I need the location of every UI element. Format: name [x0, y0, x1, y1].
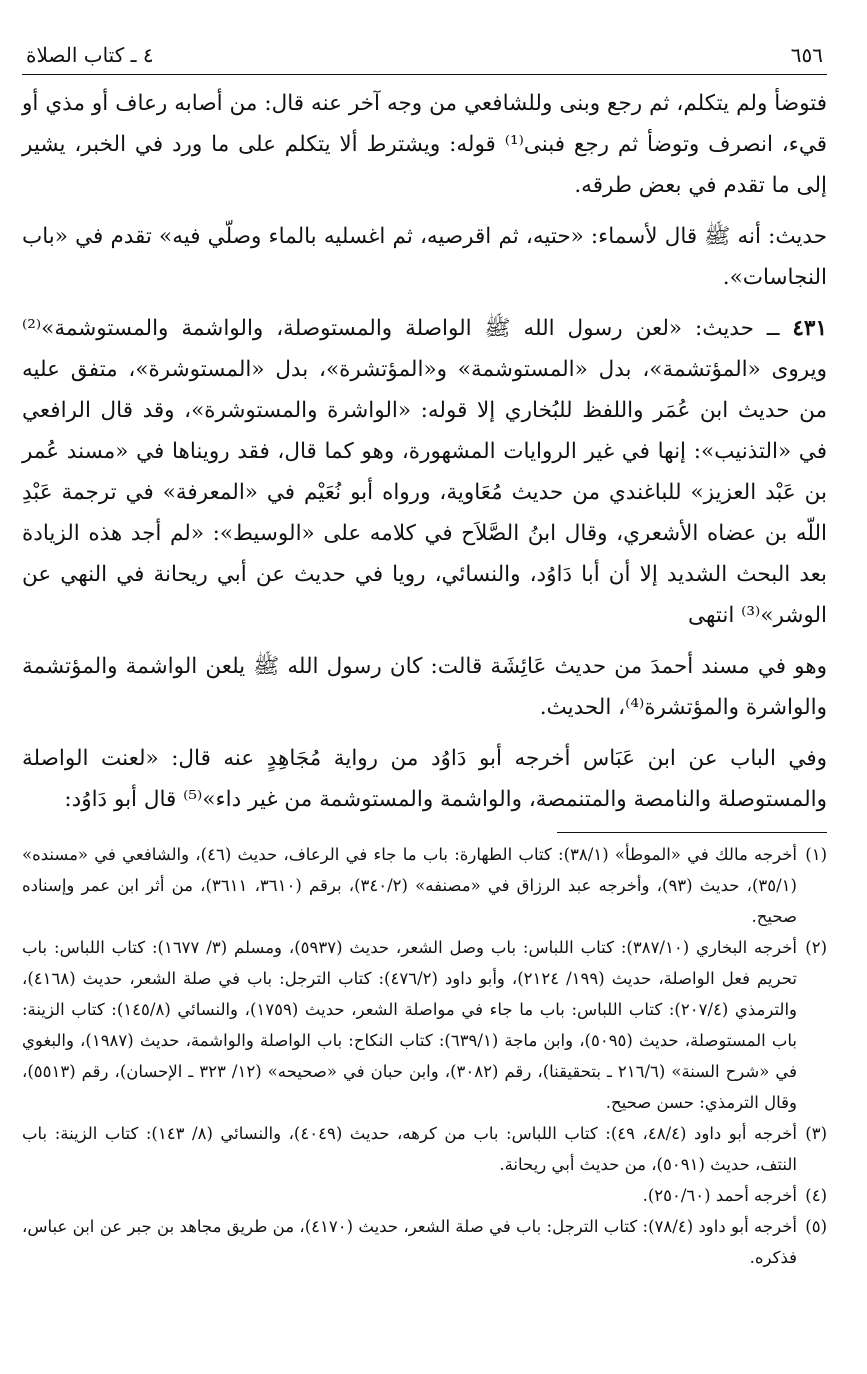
footnote	[22, 932, 827, 1118]
paragraph-5: وفي الباب عن ابن عَبَاس أخرجه أبو دَاوُد من رواية مُجَاهِدٍ عنه قال: «لعنت الواصلة والمستوصلة والنامصة والمتنمصة، والواشمة والمستوشمة من غير داء»⁽⁵⁾ قال أبو دَاوُد:	[22, 746, 827, 812]
footnote-number: (٥)	[805, 1217, 827, 1236]
paragraph-3-text: ــ حديث: «لعن رسول الله ﷺ الواصلة والمستوصلة، والواشمة والمستوشمة»⁽²⁾ ويروى «المؤتشمة»، بدل «المستوشمة» و«المؤتشرة»، بدل «المستوشرة»، متفق عليه من حديث ابن عُمَر واللفظ للبُخاري إلا قوله: «الواشرة والمستوشرة»، وقد قال الرافعي في «التذنيب»: إنها في غير الروايات المشهورة، وهو كما قال، فقد رويناها في «مسند عُمر بن عَبْد العزيز» للباغندي من حديث مُعَاوية، ورواه أبو نُعَيْم في «المعرفة» في ترجمة عَبْدِ اللّه بن عضاه الأشعري، وقال ابنُ الصَّلاَح في كلامه على «الوسيط»: «لم أجد هذه الزيادة بعد البحث الشديد إلا أن أبا دَاوُد، والنسائي، رويا في حديث عن أبي ريحانة في النهي عن الوشر»⁽³⁾ انتهى	[22, 316, 827, 628]
footnote	[22, 1211, 827, 1273]
footnote	[22, 1180, 827, 1211]
hadith-number: ٤٣١	[792, 316, 827, 341]
footnote	[22, 1118, 827, 1180]
chapter-title: ٤ ـ كتاب الصلاة	[26, 43, 154, 67]
footnotes	[22, 839, 827, 1273]
running-header	[22, 42, 827, 75]
paragraph-4: وهو في مسند أحمدَ من حديث عَائِشَة قالت: كان رسول الله ﷺ يلعن الواشمة والمؤتشمة والواشرة والمؤتشرة⁽⁴⁾، الحديث.	[22, 654, 827, 720]
footnote-text: أخرجه البخاري (٣٨٧/١٠): كتاب اللباس: باب وصل الشعر، حديث (٥٩٣٧)، ومسلم (٣/ ١٦٧٧): كتاب اللباس: باب تحريم فعل الواصلة، حديث (١٩٩/ ٢١٢٤)، وأبو داود (٤٧٦/٢): كتاب الترجل: باب في صلة الشعر، حديث (٤١٦٨)، والترمذي (٢٠٧/٤): كتاب اللباس: باب ما جاء في مواصلة الشعر، حديث (١٧٥٩)، والنسائي (١٤٥/٨): كتاب الزينة: باب المستوصلة، حديث (٥٠٩٥)، وابن ماجة (٦٣٩/١): كتاب النكاح: باب الواصلة والواشمة، حديث (١٩٨٧)، والبغوي في «شرح السنة» (٢١٦/٦ ـ بتحقيقنا)، رقم (٣٠٨٢)، وابن حبان في «صحيحه» (١٢/ ٣٢٣ ـ الإحسان)، رقم (٥٥١٣)، وقال الترمذي: حسن صحيح.	[22, 938, 797, 1112]
paragraph-2: حديث: أنه ﷺ قال لأسماء: «حتيه، ثم اقرصيه، ثم اغسليه بالماء وصلّي فيه» تقدم في «باب النجاسات».	[22, 224, 827, 290]
footnote-separator	[557, 832, 827, 833]
footnote-number: (٤)	[805, 1186, 827, 1205]
paragraph-3	[22, 308, 827, 636]
footnote-number: (١)	[805, 845, 827, 864]
main-text	[22, 83, 827, 820]
paragraph-1: فتوضأ ولم يتكلم، ثم رجع وبنى وللشافعي من وجه آخر عنه قال: من أصابه رعاف أو مذي أو قيء، انصرف وتوضأ ثم رجع فبنى⁽¹⁾ قوله: ويشترط ألا يتكلم على ما ورد في الخبر، يشير إلى ما تقدم في بعض طرقه.	[22, 91, 828, 198]
footnote-text: أخرجه أبو داود (٧٨/٤): كتاب الترجل: باب في صلة الشعر، حديث (٤١٧٠)، من طريق مجاهد بن جبر عن ابن عباس، فذكره.	[22, 1217, 797, 1267]
footnote-text: أخرجه أحمد (٢٥٠/٦٠).	[642, 1186, 797, 1205]
footnote-text: أخرجه أبو داود (٤٨/٤، ٤٩): كتاب اللباس: باب من كرهه، حديث (٤٠٤٩)، والنسائي (٨/ ١٤٣): كتاب الزينة: باب النتف، حديث (٥٠٩١)، من حديث أبي ريحانة.	[22, 1124, 797, 1174]
footnote	[22, 839, 827, 932]
footnote-text: أخرجه مالك في «الموطأ» (٣٨/١): كتاب الطهارة: باب ما جاء في الرعاف، حديث (٤٦)، والشافعي في «مسنده» (٣٥/١)، حديث (٩٣)، وأخرجه عبد الرزاق في «مصنفه» (٣٤٠/٢)، برقم (٣٦١٠، ٣٦١١)، من أثر ابن عمر وإسناده صحيح.	[22, 845, 797, 926]
footnote-number: (٣)	[805, 1124, 827, 1143]
page-number: ٦٥٦	[790, 43, 823, 67]
footnote-number: (٢)	[805, 938, 827, 957]
